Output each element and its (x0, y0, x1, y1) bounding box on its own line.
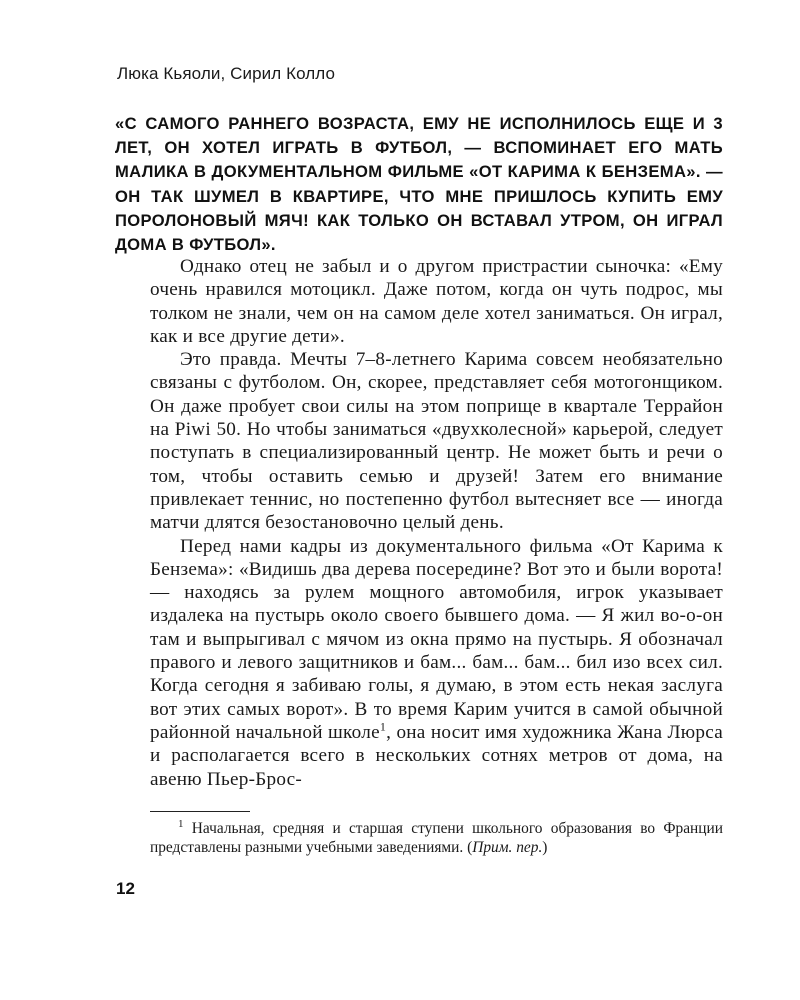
footnote (150, 819, 723, 857)
footnote-divider (150, 811, 250, 812)
footnote-close: ) (542, 839, 548, 856)
footnote-note-label: Прим. пер. (472, 839, 543, 856)
footnote-reference[interactable]: 1 (379, 719, 387, 734)
paragraph-3-text-end: , она носит имя художника Жана Люрса и располагается всего в нескольких сотнях метров от дома, на авеню Пьер-Брос- (150, 721, 723, 790)
paragraph-3-text-start: Перед нами кадры из документального фильма «От Карима к Бензема»: «Видишь два дерева посередине? Вот это и были ворота! — находясь за рулем мощного автомобиля, игрок указывает издалека на пустырь около своего бывшего дома. — Я жил во-о-он там и выпрыгивал с мячом из окна прямо на пустырь. Я обозначал правого и левого защитников и бам... бам... бам... бил изо всех сил. Когда сегодня я забиваю голы, я думаю, в этом есть некая заслуга вот этих самых ворот». В то время Карим учится в самой обычной районной начальной школе (150, 535, 723, 743)
running-head: Люка Кьяоли, Сирил Колло (117, 64, 336, 83)
page-number: 12 (116, 879, 135, 898)
body-text (150, 255, 723, 791)
footnote-mark: 1 (178, 817, 184, 830)
paragraph-3 (150, 535, 723, 791)
pull-quote: «С САМОГО РАННЕГО ВОЗРАСТА, ЕМУ НЕ ИСПОЛНИЛОСЬ ЕЩЕ И 3 ЛЕТ, ОН ХОТЕЛ ИГРАТЬ В ФУТБОЛ, — ВСПОМИНАЕТ ЕГО МАТЬ МАЛИКА В ДОКУМЕНТАЛЬНОМ ФИЛЬМЕ «ОТ КАРИМА К БЕНЗЕМА». — ОН ТАК ШУМЕЛ В КВАРТИРЕ, ЧТО МНЕ ПРИШЛОСЬ КУПИТЬ ЕМУ ПОРОЛОНОВЫЙ МЯЧ! КАК ТОЛЬКО ОН ВСТАВАЛ УТРОМ, ОН ИГРАЛ ДОМА В ФУТБОЛ». (115, 114, 723, 255)
paragraph-1: Однако отец не забыл и о другом пристрастии сыночка: «Ему очень нравился мотоцикл. Даже потом, когда он чуть подрос, мы толком не знали, чем он на самом деле хотел заниматься. Он играл, как и все другие дети». (150, 256, 723, 347)
footnote-text: Начальная, средняя и старшая ступени школьного образования во Франции представлены разными учебными заведениями. ( (150, 820, 723, 856)
paragraph-2: Это правда. Мечты 7–8-летнего Карима совсем необязательно связаны с футболом. Он, скорее, представляет себя мотогонщиком. Он даже пробует свои силы на этом поприще в квартале Террайон на Piwi 50. Но чтобы заниматься «двухколесной» карьерой, следует поступать в специализированный центр. Не может быть и речи о том, чтобы оставить семью и друзей! Затем его внимание привлекает теннис, но постепенно футбол вытесняет все — иногда матчи длятся безостановочно целый день. (150, 349, 723, 534)
